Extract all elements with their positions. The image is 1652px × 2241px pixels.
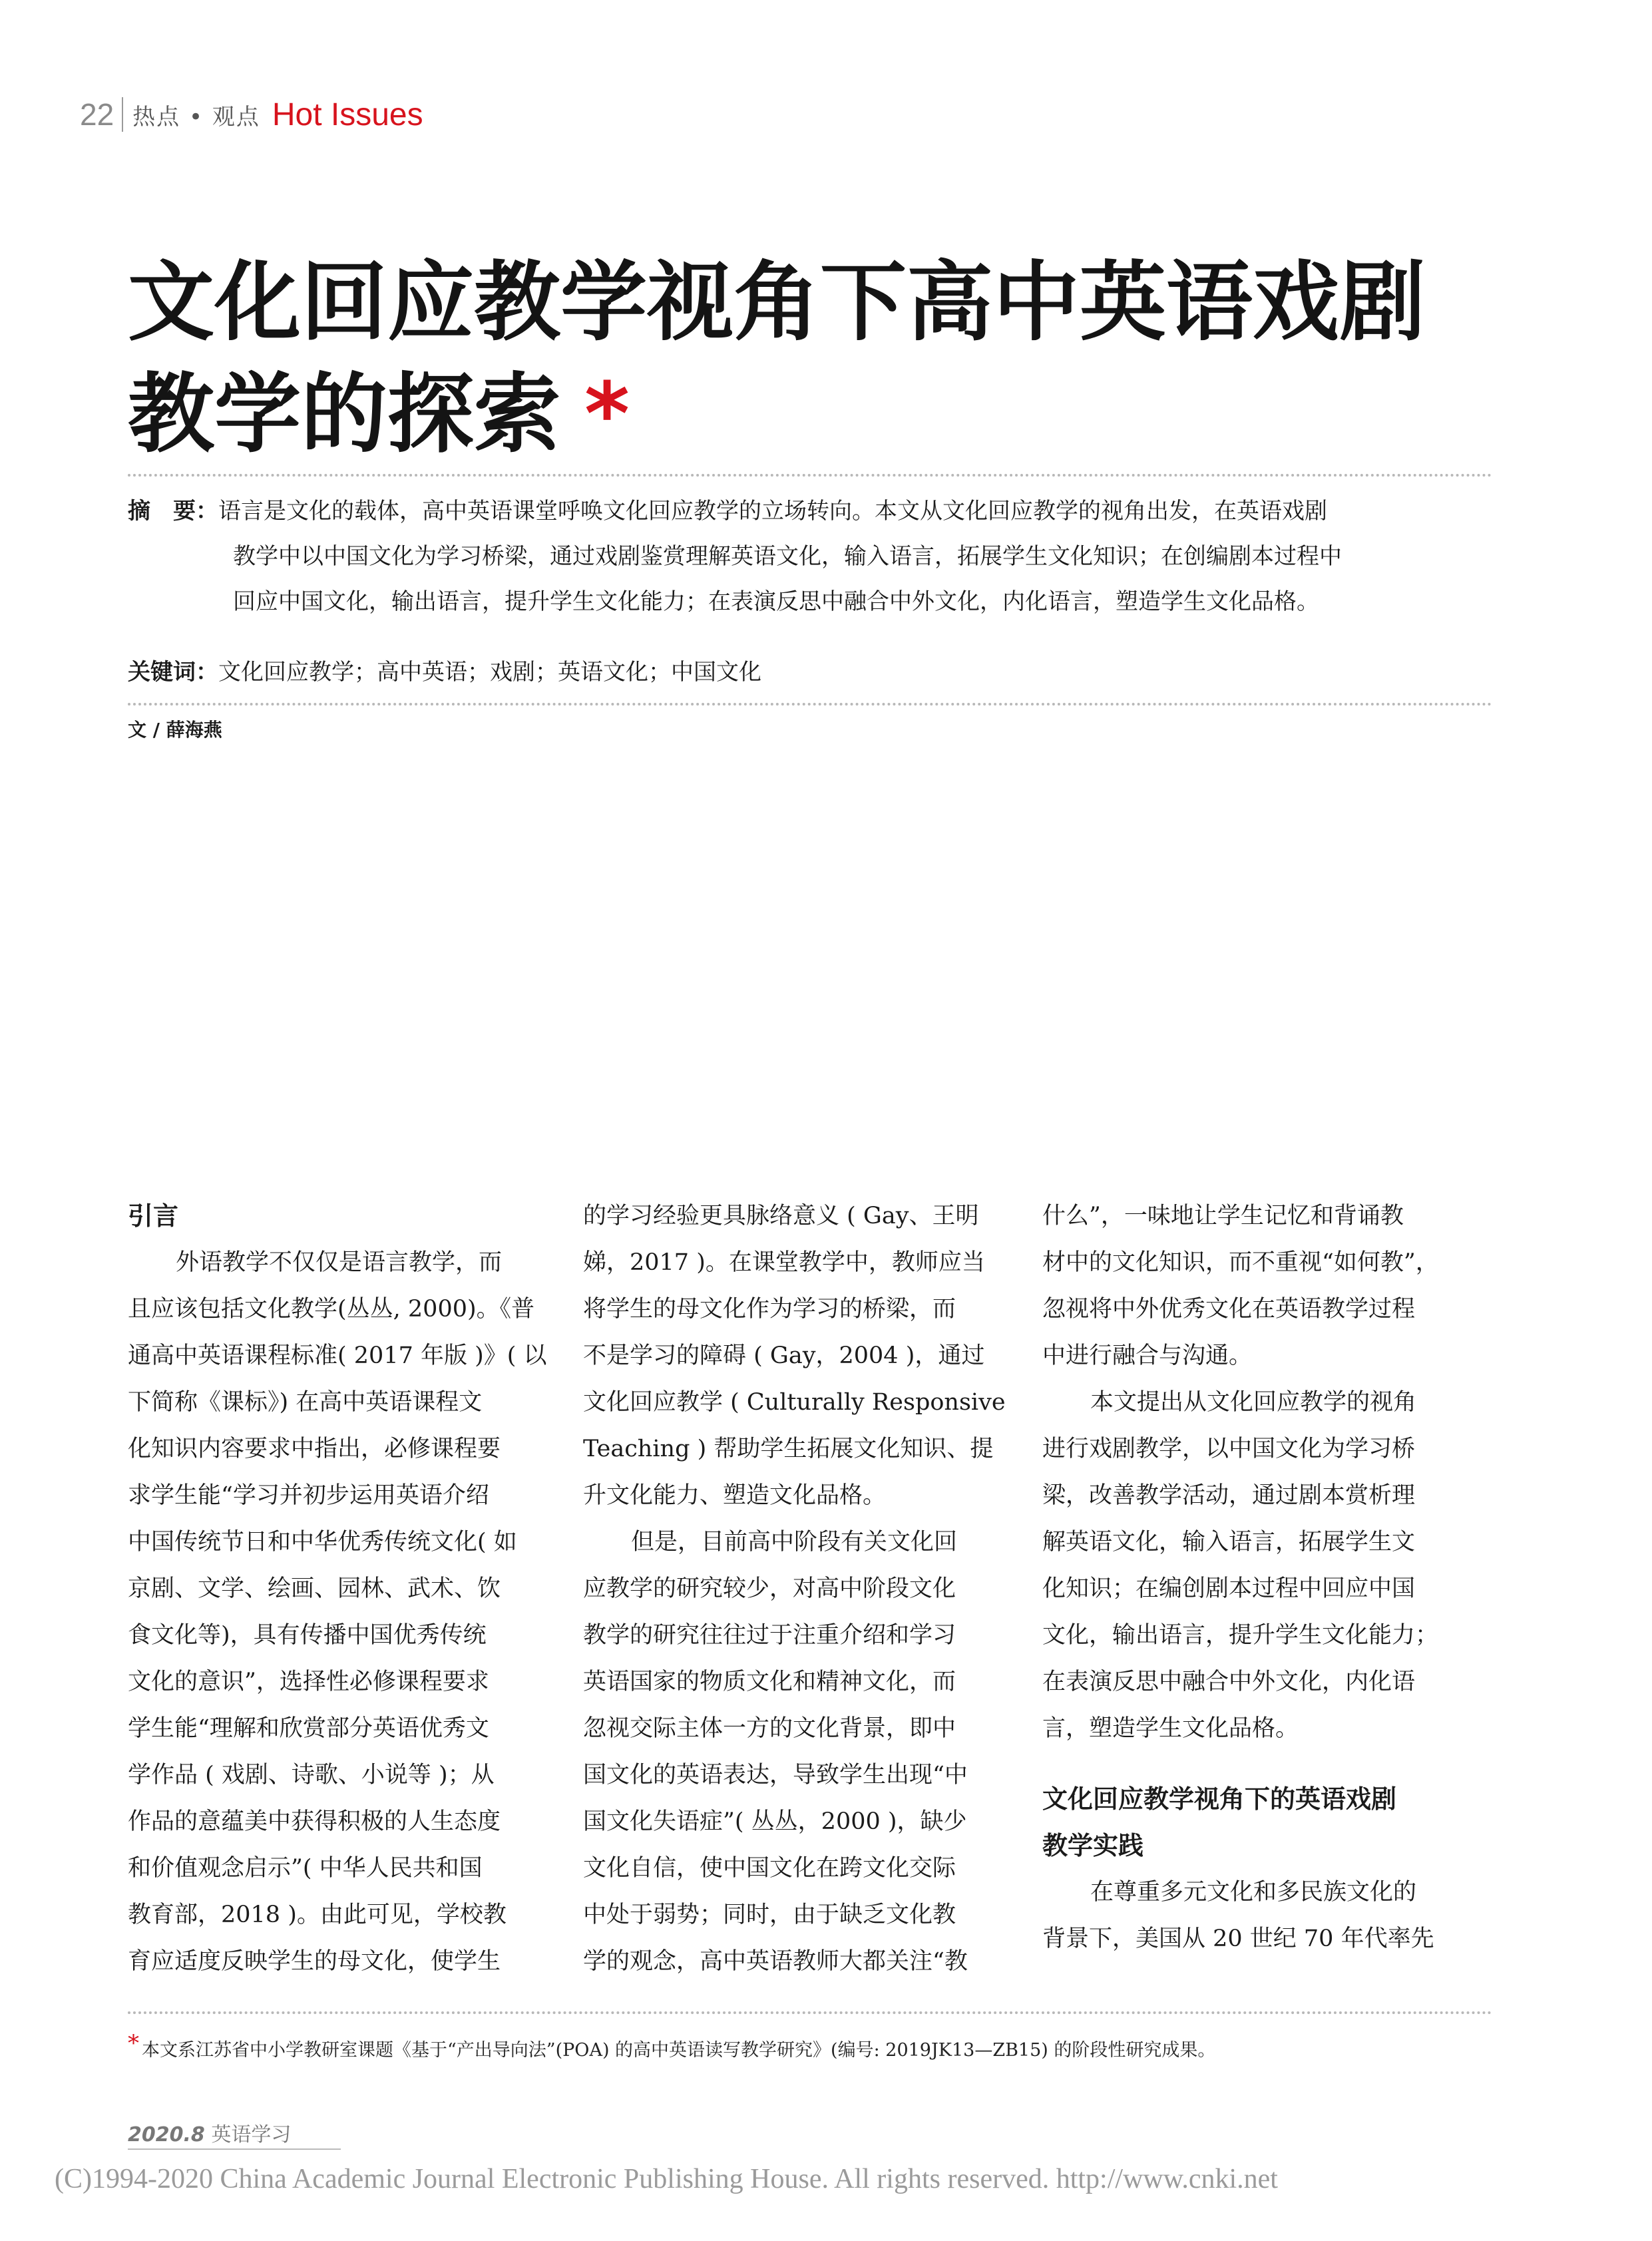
col2-line: 国文化的英语表达，导致学生出现“中 xyxy=(583,1762,968,1788)
col1-line: 求学生能“学习并初步运用英语介绍 xyxy=(128,1482,489,1509)
section-en: Hot Issues xyxy=(272,97,423,132)
col2-line: 但是，目前高中阶段有关文化回 xyxy=(631,1529,958,1555)
col3-line: 忽视将中外优秀文化在英语教学过程 xyxy=(1042,1296,1416,1323)
section-heading-practice-2: 教学实践 xyxy=(1042,1831,1144,1860)
col2-line: 娣，2017 )。在课堂教学中，教师应当 xyxy=(583,1249,985,1276)
col1-line: 文化的意识”，选择性必修课程要求 xyxy=(128,1669,489,1695)
col2-line: Teaching ) 帮助学生拓展文化知识、提 xyxy=(583,1436,994,1462)
article-title xyxy=(128,246,1499,470)
copyright-watermark: (C)1994-2020 China Academic Journal Electronic Publishing House. All rights reserved. http://www.cnki.net xyxy=(55,2164,1278,2194)
col3-line: 在尊重多元文化和多民族文化的 xyxy=(1090,1879,1417,1906)
col2-line: 文化回应教学 ( Culturally Responsive xyxy=(583,1389,1006,1416)
col3-line: 言，塑造学生文化品格。 xyxy=(1042,1715,1299,1742)
col1-line: 作品的意蕴美中获得积极的人生态度 xyxy=(128,1808,501,1835)
col2-line: 将学生的母文化作为学习的桥梁，而 xyxy=(583,1296,956,1323)
title-star: * xyxy=(584,363,630,465)
heading-spacer xyxy=(1042,1752,1475,1776)
col1-line: 外语教学不仅仅是语言教学，而 xyxy=(176,1249,503,1276)
col3-line: 解英语文化，输入语言，拓展学生文 xyxy=(1042,1529,1416,1555)
col1-line: 学生能“理解和欣赏部分英语优秀文 xyxy=(128,1715,489,1742)
col1-line: 育应适度反映学生的母文化，使学生 xyxy=(128,1948,501,1975)
col3-line: 背景下，美国从 20 世纪 70 年代率先 xyxy=(1042,1926,1434,1952)
col2-line: 国文化失语症”( 丛丛，2000 )，缺少 xyxy=(583,1808,967,1835)
col3-line: 在表演反思中融合中外文化，内化语 xyxy=(1042,1669,1416,1695)
abstract-text-1: 语言是文化的载体，高中英语课堂呼唤文化回应教学的立场转向。本文从文化回应教学的视角出发，在英语戏剧 xyxy=(218,498,1327,524)
keywords xyxy=(128,650,761,695)
col3-line: 本文提出从文化回应教学的视角 xyxy=(1090,1389,1417,1416)
divider-footnote xyxy=(128,2011,1492,2014)
divider-keywords xyxy=(128,703,1492,706)
abstract-label: 摘 要： xyxy=(128,498,218,524)
col1-line: 京剧、文学、绘画、园林、武术、饮 xyxy=(128,1575,501,1602)
col3-line: 中进行融合与沟通。 xyxy=(1042,1342,1253,1369)
abstract-line-2: 教学中以中国文化为学习桥梁，通过戏剧鉴赏理解英语文化，输入语言，拓展学生文化知识；在创编剧本过程中 xyxy=(233,543,1342,570)
title-line-2 xyxy=(128,358,1499,470)
journal-name: 英语学习 xyxy=(211,2123,292,2146)
col1-line: 下简称《课标》) 在高中英语课程文 xyxy=(128,1389,483,1416)
col3-line: 梁，改善教学活动，通过剧本赏析理 xyxy=(1042,1482,1416,1509)
footer xyxy=(128,2118,291,2147)
divider-top xyxy=(128,474,1492,477)
col3-line: 什么”，一味地让学生记忆和背诵教 xyxy=(1042,1203,1404,1229)
col2-line: 升文化能力、塑造文化品格。 xyxy=(583,1482,887,1509)
title-line-2-text: 教学的探索 xyxy=(128,363,561,465)
col1-line: 中国传统节日和中华优秀传统文化( 如 xyxy=(128,1529,517,1555)
col1-line: 和价值观念启示”( 中华人民共和国 xyxy=(128,1855,483,1882)
author-byline: 文 / 薛海燕 xyxy=(128,719,222,741)
col3-line: 进行戏剧教学，以中国文化为学习桥 xyxy=(1042,1436,1416,1462)
col1-line: 且应该包括文化教学(丛丛, 2000)。《普 xyxy=(128,1296,535,1323)
issue-number: 2020.8 xyxy=(128,2123,205,2146)
col1-line: 化知识内容要求中指出，必修课程要 xyxy=(128,1436,501,1462)
col1-line: 食文化等)，具有传播中国优秀传统 xyxy=(128,1622,487,1649)
section-cn: 热点 • 观点 xyxy=(132,103,260,130)
column-2 xyxy=(583,1193,1006,1985)
title-line-1: 文化回应教学视角下高中英语戏剧 xyxy=(128,252,1426,353)
col3-line: 化知识；在编创剧本过程中回应中国 xyxy=(1042,1575,1416,1602)
running-header xyxy=(80,95,423,134)
keywords-text: 文化回应教学；高中英语；戏剧；英语文化；中国文化 xyxy=(218,659,761,686)
col2-line: 文化自信，使中国文化在跨文化交际 xyxy=(583,1855,956,1882)
keywords-label: 关键词： xyxy=(128,659,218,686)
col1-line: 学作品 ( 戏剧、诗歌、小说等 )；从 xyxy=(128,1762,495,1788)
section-heading-intro: 引言 xyxy=(128,1201,179,1231)
abstract-line-3: 回应中国文化，输出语言，提升学生文化能力；在表演反思中融合中外文化，内化语言，塑造学生文化品格。 xyxy=(233,588,1319,615)
col1-line: 教育部，2018 )。由此可见，学校教 xyxy=(128,1902,507,1928)
column-1 xyxy=(128,1193,547,1985)
section-heading-practice-1: 文化回应教学视角下的英语戏剧 xyxy=(1042,1784,1397,1814)
col2-line: 英语国家的物质文化和精神文化，而 xyxy=(583,1669,956,1695)
footer-underline xyxy=(128,2148,341,2150)
col3-line: 材中的文化知识，而不重视“如何教”， xyxy=(1042,1249,1439,1276)
col2-line: 教学的研究往往过于注重介绍和学习 xyxy=(583,1622,956,1649)
col3-line: 文化，输出语言，提升学生文化能力； xyxy=(1042,1622,1439,1649)
header-divider xyxy=(122,97,123,132)
footnote xyxy=(128,2030,1215,2061)
col2-line: 学的观念，高中英语教师大都关注“教 xyxy=(583,1948,968,1975)
col2-line: 应教学的研究较少，对高中阶段文化 xyxy=(583,1575,956,1602)
col2-line: 中处于弱势；同时，由于缺乏文化教 xyxy=(583,1902,956,1928)
footnote-star: * xyxy=(128,2030,139,2057)
col2-line: 的学习经验更具脉络意义 ( Gay、王明 xyxy=(583,1203,979,1229)
page-number: 22 xyxy=(80,97,114,132)
col1-line: 通高中英语课程标准( 2017 年版 )》( 以 xyxy=(128,1342,547,1369)
col2-line: 忽视交际主体一方的文化背景，即中 xyxy=(583,1715,956,1742)
col2-line: 不是学习的障碍 ( Gay，2004 )，通过 xyxy=(583,1342,985,1369)
footnote-text: 本文系江苏省中小学教研室课题《基于“产出导向法”(POA) 的高中英语读写教学研究》(编号: 2019JK13—ZB15) 的阶段性研究成果。 xyxy=(142,2040,1216,2061)
abstract-line-1 xyxy=(128,489,1492,534)
column-3 xyxy=(1042,1193,1475,1962)
